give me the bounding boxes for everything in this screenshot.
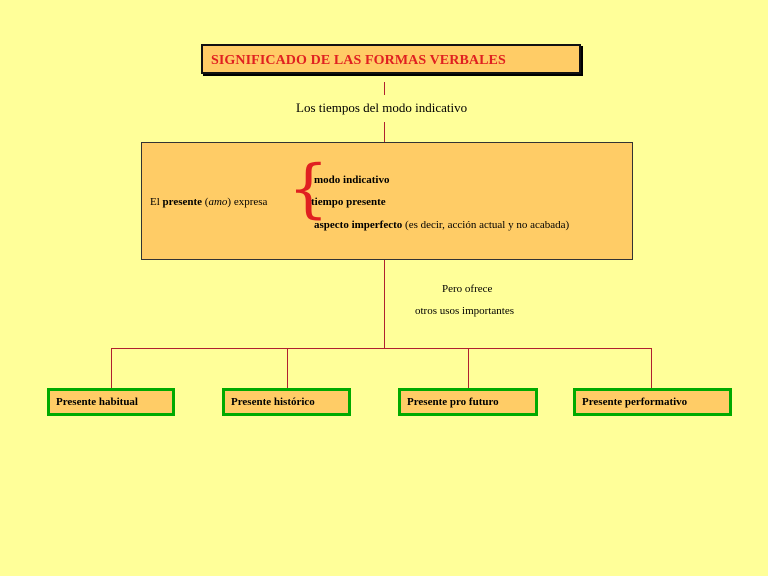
diagram-title: SIGNIFICADO DE LAS FORMAS VERBALES <box>211 53 506 68</box>
use-label: Presente histórico <box>225 391 348 413</box>
lead-prefix: El <box>150 196 163 208</box>
use-label: Presente performativo <box>576 391 729 413</box>
main-definition-box <box>141 142 633 260</box>
definition-item-bold: modo indicativo <box>314 174 390 186</box>
definition-item <box>314 219 569 231</box>
use-label: Presente pro futuro <box>401 391 535 413</box>
connector-title-subtitle <box>384 82 385 95</box>
connector-branch-4 <box>651 348 652 388</box>
connector-branch-bar <box>111 348 651 349</box>
definition-item <box>314 174 389 186</box>
note-line-2: otros usos importantes <box>415 305 514 317</box>
connector-branch-2 <box>287 348 288 388</box>
definition-item <box>311 196 386 208</box>
definition-item-bold: tiempo presente <box>311 196 386 208</box>
definition-item-rest: (es decir, acción actual y no acabada) <box>402 219 570 231</box>
diagram-subtitle: Los tiempos del modo indicativo <box>296 100 468 115</box>
connector-subtitle-box <box>384 122 385 142</box>
use-label: Presente habitual <box>50 391 172 413</box>
lead-paren-open: ( <box>202 196 209 208</box>
connector-branch-3 <box>468 348 469 388</box>
connector-branch-1 <box>111 348 112 388</box>
title-box <box>201 44 581 74</box>
lead-italic: amo <box>208 196 228 208</box>
lead-paren-close: ) expresa <box>227 196 268 208</box>
connector-box-branch <box>384 260 385 348</box>
use-box-habitual <box>47 388 175 416</box>
use-box-historico <box>222 388 351 416</box>
definition-item-bold: aspecto imperfecto <box>314 219 403 231</box>
use-box-performativo <box>573 388 732 416</box>
lead-bold: presente <box>162 196 203 208</box>
curly-brace: { <box>288 152 329 226</box>
note-line-1: Pero ofrece <box>442 283 493 295</box>
main-lead-text <box>150 196 267 208</box>
use-box-pro-futuro <box>398 388 538 416</box>
